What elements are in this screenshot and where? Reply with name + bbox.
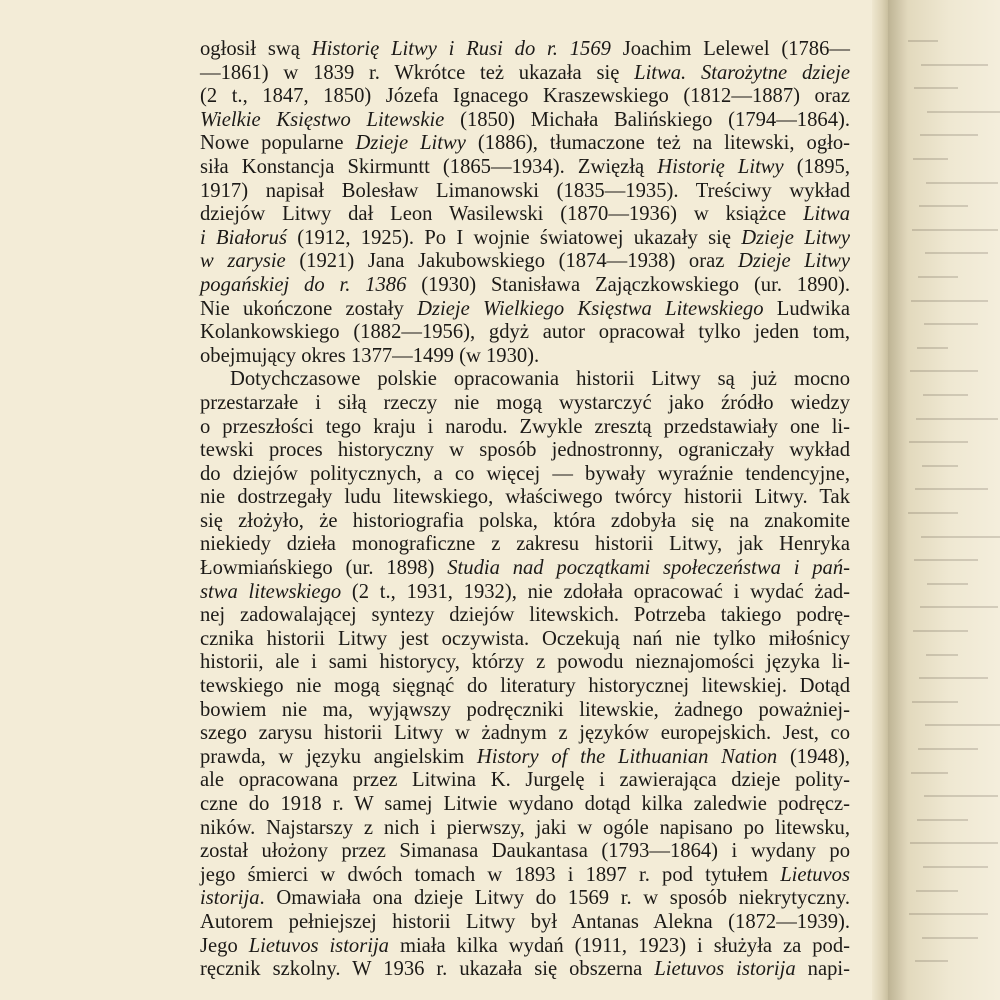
text-run: o przeszłości tego kraju i narodu. Zwykle zresztą przedstawiały one li- bbox=[200, 415, 850, 438]
text-line bbox=[200, 581, 850, 605]
bleed-mark bbox=[918, 276, 958, 278]
text-run: Jego bbox=[200, 934, 249, 957]
text-line bbox=[200, 628, 850, 652]
bleed-mark bbox=[912, 229, 998, 231]
text-line bbox=[200, 298, 850, 322]
text-line bbox=[200, 250, 850, 274]
text-line bbox=[200, 722, 850, 746]
text-line bbox=[200, 368, 850, 392]
bleed-mark bbox=[927, 111, 1000, 113]
bleed-mark bbox=[925, 252, 988, 254]
text-line bbox=[200, 887, 850, 911]
bleed-mark bbox=[911, 300, 988, 302]
italic-title: Dzieje Litwy bbox=[737, 250, 850, 273]
italic-title: istorija bbox=[200, 887, 260, 910]
text-run: niekiedy dzieła monograficzne z zakresu historii Litwy, jak Henryka bbox=[200, 533, 850, 556]
bleed-mark bbox=[915, 488, 988, 490]
text-run: Nie ukończone zostały bbox=[200, 297, 418, 320]
bleed-mark bbox=[923, 394, 968, 396]
italic-title: Studia nad początkami społeczeństwa i pań- bbox=[447, 557, 850, 580]
bleed-mark bbox=[913, 630, 968, 632]
text-run: Kolankowskiego (1882—1956), gdyż autor opracował tylko jeden tom, bbox=[200, 321, 850, 344]
italic-title: Lietuvos bbox=[780, 863, 850, 886]
text-line bbox=[200, 533, 850, 557]
bleed-mark bbox=[917, 819, 968, 821]
text-run: (1912, 1925). Po I wojnie światowej ukazały się bbox=[286, 226, 742, 249]
text-run: bowiem nie ma, wyjąwszy podręczniki litewskie, żadnego poważniej- bbox=[200, 698, 850, 721]
italic-title: Wielkie Księstwo Litewskie bbox=[200, 108, 445, 131]
bleed-mark bbox=[908, 512, 958, 514]
text-run: miała kilka wydań (1911, 1923) i służyła za pod- bbox=[388, 934, 851, 957]
text-run: przestarzałe i siłą rzeczy nie mogą wystarczyć jako źródło wiedzy bbox=[200, 391, 850, 414]
italic-title: Dzieje Litwy bbox=[355, 132, 466, 155]
text-line bbox=[200, 840, 850, 864]
text-line bbox=[200, 274, 850, 298]
text-line bbox=[200, 604, 850, 628]
bleed-mark bbox=[924, 795, 998, 797]
text-line bbox=[200, 321, 850, 345]
text-run: (2 t., 1931, 1932), nie zdołała opracować i wydać żad- bbox=[341, 580, 850, 603]
bleed-mark bbox=[909, 441, 968, 443]
bleed-mark bbox=[914, 559, 978, 561]
text-line bbox=[200, 203, 850, 227]
text-line bbox=[200, 958, 850, 982]
italic-title: pogańskiej do r. 1386 bbox=[200, 273, 407, 296]
bleed-mark bbox=[912, 701, 958, 703]
text-run: . Omawiała ona dzieje Litwy do 1569 r. w sposób niekrytyczny. bbox=[259, 887, 850, 910]
bleed-mark bbox=[920, 134, 978, 136]
italic-title: Lietuvos istorija bbox=[654, 958, 796, 981]
text-run: Dotychczasowe polskie opracowania historii Litwy są już mocno bbox=[230, 368, 850, 391]
text-line bbox=[200, 392, 850, 416]
text-run: jego śmierci w dwóch tomach w 1893 i 1897 r. pod tytułem bbox=[200, 863, 781, 886]
bleed-mark bbox=[914, 87, 958, 89]
italic-title: Litwa bbox=[803, 203, 850, 226]
italic-title: Litwa. Starożytne dzieje bbox=[634, 61, 850, 84]
text-run: Joachim Lelewel (1786— bbox=[610, 38, 850, 60]
text-run: się złożyło, że historiografia polska, która zdobyła się na znakomite bbox=[200, 509, 850, 532]
text-line bbox=[200, 746, 850, 770]
italic-title: Lietuvos istorija bbox=[248, 934, 389, 957]
bleed-mark bbox=[925, 724, 1000, 726]
text-line bbox=[200, 651, 850, 675]
text-line bbox=[200, 109, 850, 133]
bleed-mark bbox=[919, 677, 988, 679]
text-run: (1895, bbox=[783, 155, 850, 178]
text-run: tewski proces historyczny w sposób jednostronny, ograniczały wykład bbox=[200, 439, 850, 462]
text-line bbox=[200, 675, 850, 699]
text-run: ale opracowana przez Litwina K. Jurgelę i zawierająca dzieje polity- bbox=[200, 769, 850, 792]
italic-title: Dzieje Litwy bbox=[741, 226, 850, 249]
italic-title: History of the Lithuanian Nation bbox=[476, 745, 778, 768]
text-run: (1850) Michała Balińskiego (1794—1864). bbox=[444, 108, 851, 131]
bleed-mark bbox=[922, 465, 958, 467]
text-run: ręcznik szkolny. W 1936 r. ukazała się obszerna bbox=[200, 958, 655, 981]
text-line bbox=[200, 557, 850, 581]
text-run: został ułożony przez Simanasa Daukantasa (1793—1864) i wydany po bbox=[200, 840, 850, 863]
text-line bbox=[200, 817, 850, 841]
bleed-mark bbox=[910, 370, 978, 372]
bleed-mark bbox=[917, 347, 948, 349]
text-run: dziejów Litwy dał Leon Wasilewski (1870—1936) w książce bbox=[200, 203, 804, 226]
bleed-mark bbox=[908, 40, 938, 42]
text-line bbox=[200, 463, 850, 487]
text-run: (1886), tłumaczone też na litewski, ogło- bbox=[465, 132, 850, 155]
text-line bbox=[200, 864, 850, 888]
bleed-mark bbox=[920, 606, 998, 608]
text-line bbox=[200, 85, 850, 109]
bleed-mark bbox=[926, 182, 998, 184]
bleed-mark bbox=[911, 772, 948, 774]
italic-title: Dzieje Wielkiego Księstwa Litewskiego bbox=[417, 297, 764, 320]
text-line bbox=[200, 416, 850, 440]
bleed-mark bbox=[919, 205, 968, 207]
text-run: napi- bbox=[795, 958, 850, 981]
text-run: cznika historii Litwy jest oczywista. Oczekują nań nie tylko miłośnicy bbox=[200, 627, 850, 650]
text-line bbox=[200, 132, 850, 156]
bleed-mark bbox=[916, 418, 998, 420]
text-run: ogłosił swą bbox=[200, 38, 312, 60]
bleed-mark bbox=[916, 890, 958, 892]
text-run: prawda, w języku angielskim bbox=[200, 745, 477, 768]
text-run: nie dostrzegały ludu litewskiego, właściwego twórcy historii Litwy. Tak bbox=[200, 486, 850, 509]
text-run: historii, ale i sami historycy, którzy z powodu nieznajomości języka li- bbox=[200, 651, 850, 674]
bleed-mark bbox=[915, 960, 948, 962]
bleed-mark bbox=[913, 158, 948, 160]
text-line bbox=[200, 227, 850, 251]
text-run: (1921) Jana Jakubowskiego (1874—1938) oraz bbox=[285, 250, 738, 273]
text-run: (1930) Stanisława Zajączkowskiego (ur. 1890). bbox=[406, 273, 850, 296]
text-run: obejmujący okres 1377—1499 (w 1930). bbox=[200, 344, 540, 367]
text-run: nej zadowalającej syntezy dziejów litewskich. Potrzeba takiego podrę- bbox=[200, 604, 850, 627]
bleed-mark bbox=[910, 842, 998, 844]
text-run: siła Konstancja Skirmuntt (1865—1934). Zwięzłą bbox=[200, 155, 658, 178]
book-gutter bbox=[872, 0, 888, 1000]
bleed-mark bbox=[909, 913, 988, 915]
text-run: Autorem pełniejszej historii Litwy był Antanas Alekna (1872—1939). bbox=[200, 910, 850, 933]
bleed-mark bbox=[924, 323, 978, 325]
text-line bbox=[200, 510, 850, 534]
bleed-mark bbox=[921, 536, 1000, 538]
text-run: (1948), bbox=[777, 745, 851, 768]
italic-title: stwa litewskiego bbox=[200, 580, 342, 603]
bleed-mark bbox=[923, 866, 988, 868]
text-run: tewskiego nie mogą sięgnąć do literatury historycznej litewskiej. Dotąd bbox=[200, 675, 850, 698]
text-run: Ludwika bbox=[763, 297, 850, 320]
bleed-mark bbox=[926, 654, 958, 656]
italic-title: i Białoruś bbox=[200, 226, 287, 249]
italic-title: Historię Litwy bbox=[657, 155, 784, 178]
text-run: (2 t., 1847, 1850) Józefa Ignacego Kraszewskiego (1812—1887) oraz bbox=[200, 85, 850, 108]
bleed-mark bbox=[921, 64, 988, 66]
bleed-mark bbox=[922, 937, 978, 939]
text-run: Łowmiańskiego (ur. 1898) bbox=[200, 557, 448, 580]
text-line bbox=[200, 911, 850, 935]
text-run: 1917) napisał Bolesław Limanowski (1835—1935). Treściwy wykład bbox=[200, 179, 850, 202]
text-run: czne do 1918 r. W samej Litwie wydano dotąd kilka zaledwie podręcz- bbox=[200, 793, 850, 815]
text-line bbox=[200, 38, 850, 62]
text-run: szego zarysu historii Litwy w żadnym z języków europejskich. Jest, co bbox=[200, 722, 850, 745]
text-line bbox=[200, 699, 850, 723]
text-line bbox=[200, 439, 850, 463]
text-run: —1861) w 1839 r. Wkrótce też ukazała się bbox=[200, 61, 635, 84]
text-line bbox=[200, 486, 850, 510]
text-line bbox=[200, 769, 850, 793]
text-line bbox=[200, 793, 850, 817]
text-line bbox=[200, 156, 850, 180]
text-line bbox=[200, 62, 850, 86]
bleed-mark bbox=[927, 583, 968, 585]
italic-title: w zarysie bbox=[200, 250, 286, 273]
facing-page-edge bbox=[888, 0, 1000, 1000]
body-text bbox=[200, 38, 850, 982]
italic-title: Historię Litwy i Rusi do r. 1569 bbox=[311, 38, 611, 60]
text-run: Nowe popularne bbox=[200, 132, 356, 155]
bleed-mark bbox=[918, 748, 978, 750]
text-line bbox=[200, 935, 850, 959]
text-line bbox=[200, 180, 850, 204]
text-line bbox=[200, 345, 850, 369]
text-run: ników. Najstarszy z nich i pierwszy, jaki w ogóle napisano po litewsku, bbox=[200, 816, 850, 839]
text-run: do dziejów politycznych, a co więcej — bywały wyraźnie tendencyjne, bbox=[200, 462, 850, 485]
